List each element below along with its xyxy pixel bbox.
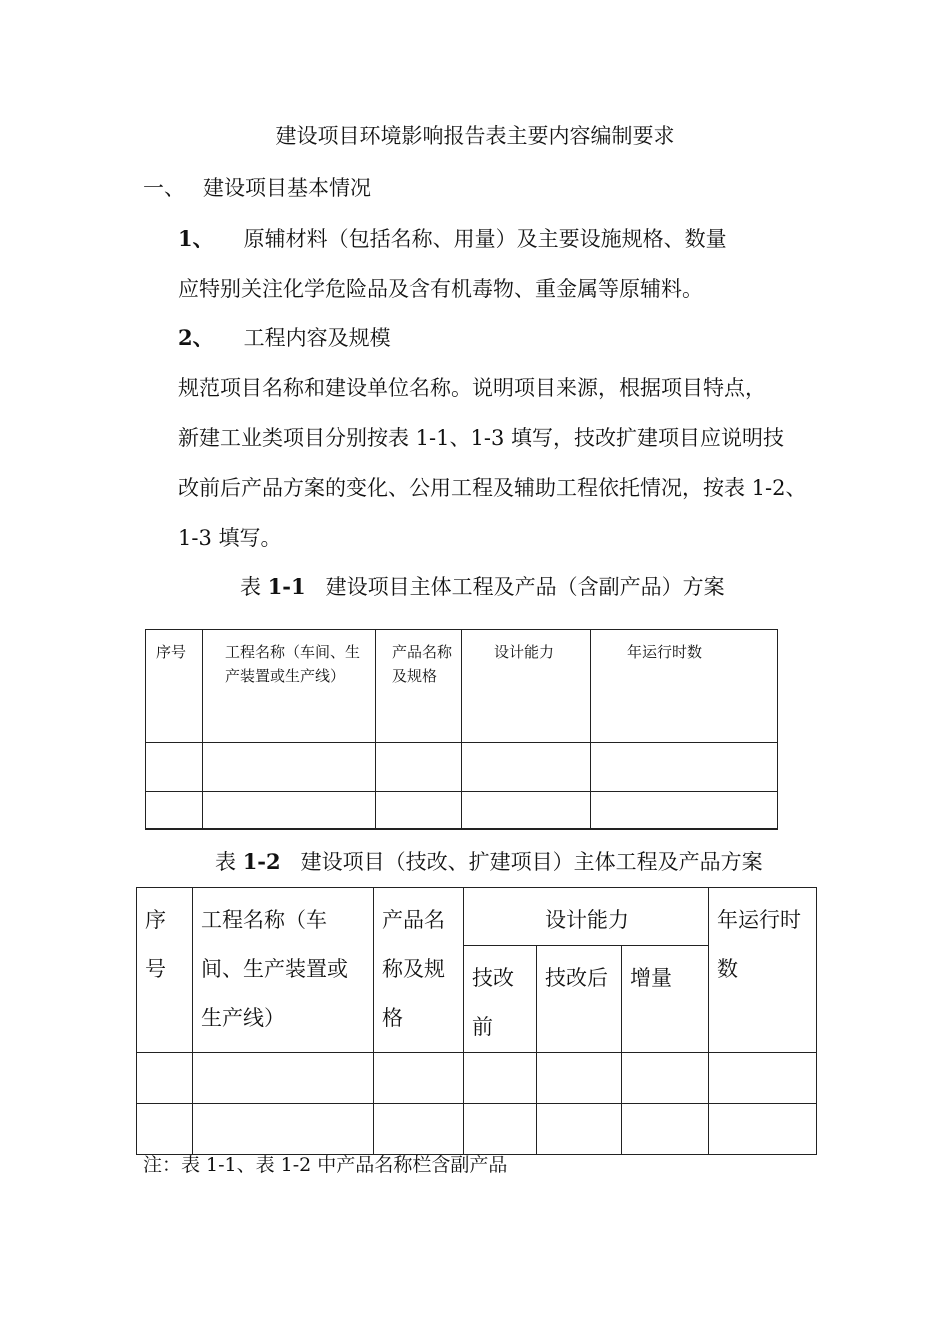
header-capacity: 设计能力 — [462, 630, 591, 743]
table-cell — [374, 1053, 464, 1104]
table-cell — [462, 792, 591, 830]
header-increase: 增量 — [622, 946, 709, 1053]
table-cell — [376, 743, 462, 792]
header-hours: 年运行时数 — [709, 888, 817, 1053]
header-product: 产品名称及规格 — [376, 630, 462, 743]
table-cell — [193, 1053, 374, 1104]
table-cell — [462, 743, 591, 792]
table-cell — [146, 743, 203, 792]
header-capacity: 设计能力 — [464, 888, 709, 946]
header-before: 技改前 — [464, 946, 537, 1053]
table-cell — [591, 743, 778, 792]
section-heading-1 — [143, 172, 371, 202]
table-cell — [537, 1053, 622, 1104]
header-seq: 序号 — [137, 888, 193, 1053]
header-after: 技改后 — [537, 946, 622, 1053]
section-number: 一、 — [143, 176, 185, 200]
table-cell — [203, 792, 376, 830]
header-hours: 年运行时数 — [591, 630, 778, 743]
section-label: 建设项目基本情况 — [203, 176, 371, 200]
header-name: 工程名称（车间、生产装置或生产线） — [203, 630, 376, 743]
table-cell — [537, 1104, 622, 1155]
item2-line: 规范项目名称和建设单位名称。说明项目来源，根据项目特点， — [178, 376, 766, 400]
table-1-2 — [136, 887, 817, 1155]
table-cell — [622, 1053, 709, 1104]
table-cell — [193, 1104, 374, 1155]
table-cell — [464, 1104, 537, 1155]
header-seq: 序号 — [146, 630, 203, 743]
item2-line: 改前后产品方案的变化、公用工程及辅助工程依托情况，按表 1-2、 — [178, 476, 807, 500]
table-1-1 — [145, 629, 778, 830]
table-cell — [464, 1053, 537, 1104]
item-heading-1 — [178, 223, 727, 253]
table-cell — [376, 792, 462, 830]
table-cell — [203, 743, 376, 792]
table-cell — [709, 1053, 817, 1104]
header-product: 产品名称及规格 — [374, 888, 464, 1053]
item2-line: 1-3 填写。 — [178, 526, 282, 550]
table1-caption: 表 1-1 建设项目主体工程及产品（含副产品）方案 — [240, 574, 725, 599]
table2-caption: 表 1-2 建设项目（技改、扩建项目）主体工程及产品方案 — [215, 849, 763, 874]
header-name: 工程名称（车间、生产装置或生产线） — [193, 888, 374, 1053]
item-number: 1、 — [178, 226, 214, 251]
item-heading-2 — [178, 322, 391, 352]
table-cell — [709, 1104, 817, 1155]
page-title: 建设项目环境影响报告表主要内容编制要求 — [275, 124, 675, 148]
table-cell — [591, 792, 778, 830]
item-label: 工程内容及规模 — [243, 326, 391, 350]
table-cell — [374, 1104, 464, 1155]
table-note: 注：表 1-1、表 1-2 中产品名称栏含副产品 — [143, 1154, 508, 1176]
item1-text: 应特别关注化学危险品及含有机毒物、重金属等原辅料。 — [178, 277, 703, 301]
item-label: 原辅材料（包括名称、用量）及主要设施规格、数量 — [243, 227, 727, 251]
item-number: 2、 — [178, 325, 214, 350]
table-cell — [137, 1104, 193, 1155]
table-cell — [137, 1053, 193, 1104]
table-cell — [146, 792, 203, 830]
table-cell — [622, 1104, 709, 1155]
item2-line: 新建工业类项目分别按表 1-1、1-3 填写，技改扩建项目应说明技 — [178, 426, 784, 450]
